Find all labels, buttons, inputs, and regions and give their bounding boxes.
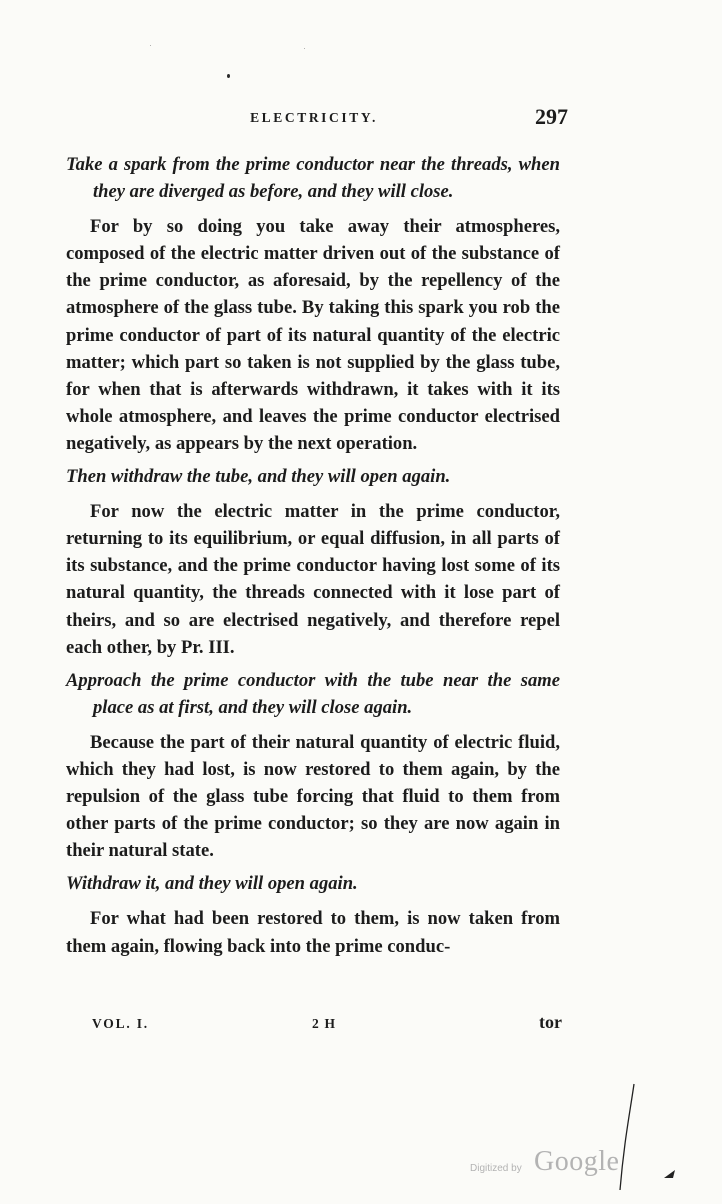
page-corner-mark [664,1169,676,1179]
signature-mark: 2 H [312,1016,337,1031]
watermark-brand: Google [534,1146,620,1177]
paragraph: For what had been restored to them, is now taken from them again, flowing back into the prime conduc- [66,908,560,957]
page-header [66,104,568,134]
ink-speck [227,74,230,78]
proposition: Then withdraw the tube, and they will open again. [66,466,451,488]
paragraph: For now the electric matter in the prime conductor, returning to its equilibrium, or equal diffusion, in all parts of its substance, and the prime conductor having lost some of its natural quantity, the threads connected with it lose part of theirs, and so are electrised negatively, and therefore repel each other, by Pr. III. [66,501,560,658]
proposition: Take a spark from the prime conductor near the threads, when they are diverged as before, and they will close. [66,154,560,203]
paragraph: For by so doing you take away their atmospheres, composed of the electric matter driven out of the substance of the prime conductor, as aforesaid, by the repellency of the atmosphere of the glass tube. By taking this spark you rob the prime conductor of part of its natural quantity of the electric matter; which part so taken is not supplied by the glass tube, for when that is afterwards withdrawn, it takes with it its whole atmosphere, and leaves the prime conductor electrised negatively, as appears by the next operation. [66,216,560,454]
paragraph: Because the part of their natural quantity of electric fluid, which they had lost, is now restored to them again, by the repulsion of the glass tube forcing that fluid to them from other parts of the prime conductor; so they are now again in their natural state. [66,731,560,862]
ink-speck [150,45,151,46]
volume-label: VOL. I. [92,1016,149,1031]
page-body [66,151,560,964]
digitization-watermark [470,1148,630,1184]
running-head: ELECTRICITY. [250,110,378,125]
page-footer [92,1014,562,1038]
catchword: tor [539,1012,562,1032]
proposition: Approach the prime conductor with the tube near the same place as at first, and they will close again. [66,669,560,718]
ink-speck [304,48,305,49]
page-number: 297 [535,104,568,129]
proposition: Withdraw it, and they will open again. [66,873,358,895]
watermark-digitized-by: Digitized by [470,1163,522,1174]
